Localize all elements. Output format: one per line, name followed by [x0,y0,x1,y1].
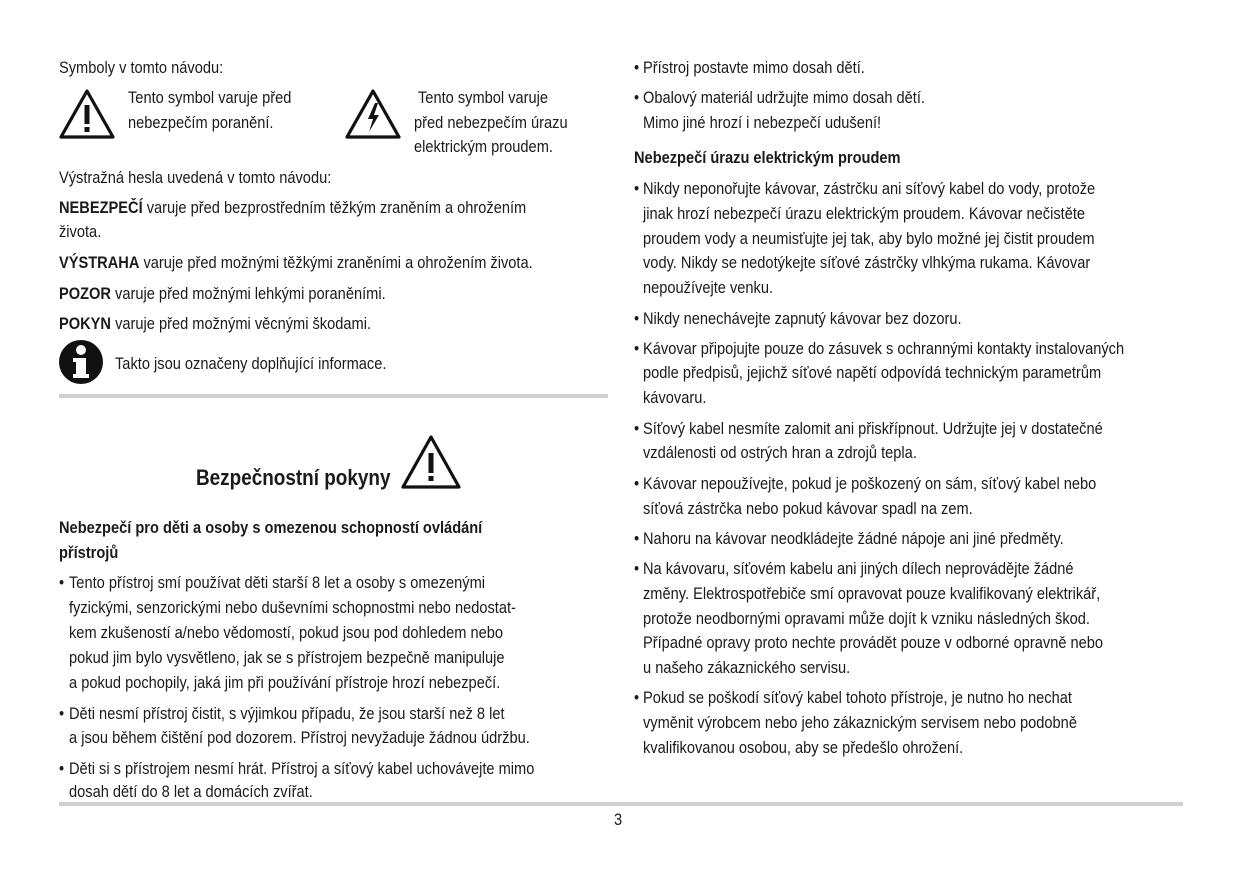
right-bullet2-line1: Nikdy nenechávejte zapnutý kávovar bez dozoru. [643,309,962,328]
warning-triangle-icon [58,88,116,140]
caution-word: POZOR [59,284,111,303]
right-bullet6-line1: Nahoru na kávovar neodkládejte žádné nápoje ani jiné předměty. [643,529,1064,548]
warning-line [59,251,533,275]
left-bullet3-line1: Děti si s přístrojem nesmí hrát. Přístroj a síťový kabel uchovávejte mimo [69,759,535,778]
section-title: Bezpečnostní pokyny [196,465,391,490]
left-bullet2-line1: Děti nesmí přístroj čistit, s výjimkou případu, že jsou starší než 8 let [69,704,505,723]
right-bullet4-line2: vzdálenosti od ostrých hran a zdrojů tepla. [643,443,917,462]
list-item-bullet: • [59,573,65,592]
info-text: Takto jsou označeny doplňující informace. [115,354,387,373]
right-bullet1-line4: vody. Nikdy se nedotýkejte síťové zástrčky vlhkýma rukama. Kávovar [643,253,1091,272]
children-heading-line2: přístrojů [59,543,119,562]
right-bullet3-line3: kávovaru. [643,388,707,407]
left-bullet1-line2: fyzickými, senzorickými nebo duševními schopnostmi nebo nedostat- [69,598,516,617]
symbol2-line3: elektrickým proudem. [414,137,553,156]
right-bullet8-line2: vyměnit výrobcem nebo jeho zákaznickým servisem nebo podobně [643,713,1077,732]
info-icon [58,339,104,385]
list-item-bullet: • [634,88,640,107]
right-bullet3-line1: Kávovar připojujte pouze do zásuvek s ochrannými kontakty instalovaných [643,339,1125,358]
left-bullet1-line1: Tento přístroj smí používat děti starší 8 let a osoby s omezenými [69,573,486,592]
list-item-bullet: • [634,688,640,707]
right-bullet1-line1: Nikdy neponořujte kávovar, zástrčku ani síťový kabel do vody, protože [643,179,1096,198]
left-bullet1-line3: kem zkušeností a/nebo vědomostí, pokud jsou pod dohledem nebo [69,623,504,642]
right-bullet7-line1: Na kávovaru, síťovém kabelu ani jiných dílech neprovádějte žádné [643,559,1074,578]
list-item-bullet: • [634,179,640,198]
right-bullet7-line4: Případné opravy proto nechte provádět pouze v odborné opravně nebo [643,633,1104,652]
right-top-bullet2-line1: Obalový materiál udržujte mimo dosah dětí. [643,88,925,107]
right-top-bullet1: Přístroj postavte mimo dosah dětí. [643,58,865,77]
right-bullet8-line1: Pokud se poškodí síťový kabel tohoto přístroje, je nutno ho nechat [643,688,1072,707]
symbol2-line2: před nebezpečím úrazu [414,113,568,132]
symbol1-line2: nebezpečím poranění. [128,113,274,132]
danger-line2: života. [59,222,102,241]
children-heading-line1: Nebezpečí pro děti a osoby s omezenou schopností ovládání [59,518,483,537]
warning-text: varuje před možnými těžkými zraněními a ohrožením života. [139,253,533,272]
list-item-bullet: • [634,339,640,358]
left-bullet2-line2: a jsou během čištění pod dozorem. Přístroj nevyžaduje žádnou údržbu. [69,728,530,747]
right-top-bullet2-line2: Mimo jiné hrozí i nebezpečí udušení! [643,113,882,132]
divider [59,394,608,398]
page-number: 3 [614,810,623,829]
list-item-bullet: • [59,759,65,778]
list-item-bullet: • [634,419,640,438]
list-item-bullet: • [634,529,640,548]
right-bullet8-line3: kvalifikovanou osobou, aby se předešlo ohrožení. [643,738,964,757]
right-bullet1-line2: jinak hrozí nebezpečí úrazu elektrickým proudem. Kávovar nečistěte [643,204,1086,223]
signal-words-heading: Výstražná hesla uvedená v tomto návodu: [59,168,332,187]
electric-heading: Nebezpečí úrazu elektrickým proudem [634,148,901,167]
list-item-bullet: • [634,309,640,328]
symbol1-line1: Tento symbol varuje před [128,88,292,107]
footer-rule [59,802,1183,806]
right-bullet7-line5: u našeho zákaznického servisu. [643,658,851,677]
list-item-bullet: • [634,58,640,77]
right-bullet7-line3: protože neodbornými opravami může dojít k vzniku následných škod. [643,609,1090,628]
list-item-bullet: • [59,704,65,723]
right-bullet3-line2: podle předpisů, jejichž síťové napětí odpovídá technickým parametrům [643,363,1102,382]
left-bullet3-line2: dosah dětí do 8 let a domácích zvířat. [69,782,313,801]
left-bullet1-line5: a pokud pochopily, jaká jim při používání přístroje hrozí nebezpečí. [69,673,501,692]
section-title-row [196,464,422,492]
caution-line [59,282,386,306]
right-bullet1-line5: nepoužívejte venku. [643,278,774,297]
danger-line [59,196,526,220]
right-bullet1-line3: proudem vody a neumisťujte jej tak, aby bylo možné jej čistit proudem [643,229,1095,248]
right-bullet7-line2: změny. Elektrospotřebiče smí opravovat pouze kvalifikovaný elektrikář, [643,584,1101,603]
list-item-bullet: • [634,559,640,578]
symbol2-line1: Tento symbol varuje [418,88,549,107]
right-bullet5-line1: Kávovar nepoužívejte, pokud je poškozený on sám, síťový kabel nebo [643,474,1097,493]
notice-word: POKYN [59,314,112,333]
list-item-bullet: • [634,474,640,493]
notice-line [59,312,371,336]
symbols-heading: Symboly v tomto návodu: [59,58,224,77]
warning-word: VÝSTRAHA [59,253,140,272]
caution-text: varuje před možnými lehkými poraněními. [110,284,386,303]
electric-hazard-icon [344,88,402,140]
right-bullet5-line2: síťová zástrčka nebo pokud kávovar spadl na zem. [643,499,973,518]
left-bullet1-line4: pokud jim bylo vysvětleno, jak se s přístrojem bezpečně manipuluje [69,648,505,667]
section-warning-icon [400,434,462,490]
danger-word: NEBEZPEČÍ [59,198,143,217]
danger-text: varuje před bezprostředním těžkým zraněním a ohrožením [142,198,527,217]
notice-text: varuje před možnými věcnými škodami. [111,314,372,333]
right-bullet4-line1: Síťový kabel nesmíte zalomit ani přiskřípnout. Udržujte jej v dostatečné [643,419,1103,438]
